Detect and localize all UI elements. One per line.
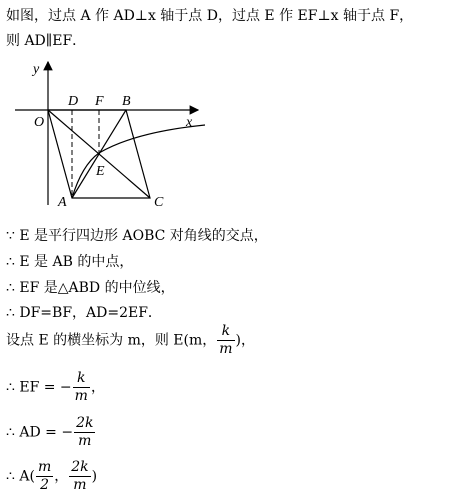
label-E: E <box>96 164 105 179</box>
denominator: m <box>219 341 233 357</box>
proof-line-3: ∴ EF 是△ABD 的中位线， <box>6 280 175 296</box>
label-y: y <box>33 62 40 77</box>
intro-line-1: 如图，过点 A 作 AD⊥x 轴于点 D，过点 E 作 EF⊥x 轴于点 F， <box>6 8 414 24</box>
fraction-k-over-m <box>73 370 90 405</box>
proof-line-2: ∴ E 是 AB 的中点， <box>6 254 134 270</box>
label-x: x <box>186 115 193 130</box>
denominator: m <box>73 477 87 493</box>
line5-prefix: 设点 E 的横坐标为 m，则 E(m， <box>6 332 217 349</box>
label-A: A <box>58 195 67 210</box>
fraction-k-over-m <box>217 323 234 358</box>
line8-prefix: ∴ A( <box>6 468 35 485</box>
proof-line-7 <box>6 415 96 450</box>
denominator: m <box>74 388 88 404</box>
line8-comma: ， <box>54 468 69 485</box>
fraction-2k-over-m <box>69 459 90 494</box>
label-O: O <box>34 115 45 130</box>
fraction-m-over-2 <box>36 459 53 494</box>
label-F: F <box>95 94 104 109</box>
line6-suffix: ， <box>90 379 105 396</box>
label-C: C <box>154 195 164 210</box>
proof-line-8 <box>6 459 97 494</box>
proof-line-5 <box>6 323 255 358</box>
label-B: B <box>122 94 131 109</box>
numerator: k <box>73 370 90 388</box>
line6-prefix: ∴ EF = − <box>6 379 72 396</box>
line7-prefix: ∴ AD = − <box>6 424 74 441</box>
line8-suffix: ) <box>91 468 98 485</box>
fraction-2k-over-m <box>74 415 95 450</box>
proof-line-6 <box>6 370 105 405</box>
diagonal-OC <box>48 110 150 198</box>
numerator: m <box>37 459 52 475</box>
numerator: 2k <box>76 415 94 431</box>
label-D: D <box>68 94 79 109</box>
intro-line-2: 则 AD∥EF． <box>6 33 87 49</box>
numerator: k <box>217 323 234 341</box>
denominator: m <box>78 433 92 449</box>
proof-line-4: ∴ DF=BF，AD=2EF． <box>6 305 162 321</box>
numerator: 2k <box>71 459 89 475</box>
proof-line-1: ∵ E 是平行四边形 AOBC 对角线的交点， <box>6 228 268 244</box>
hyperbola-curve <box>72 125 205 198</box>
line5-suffix: )， <box>235 332 256 349</box>
denominator: 2 <box>40 477 50 493</box>
